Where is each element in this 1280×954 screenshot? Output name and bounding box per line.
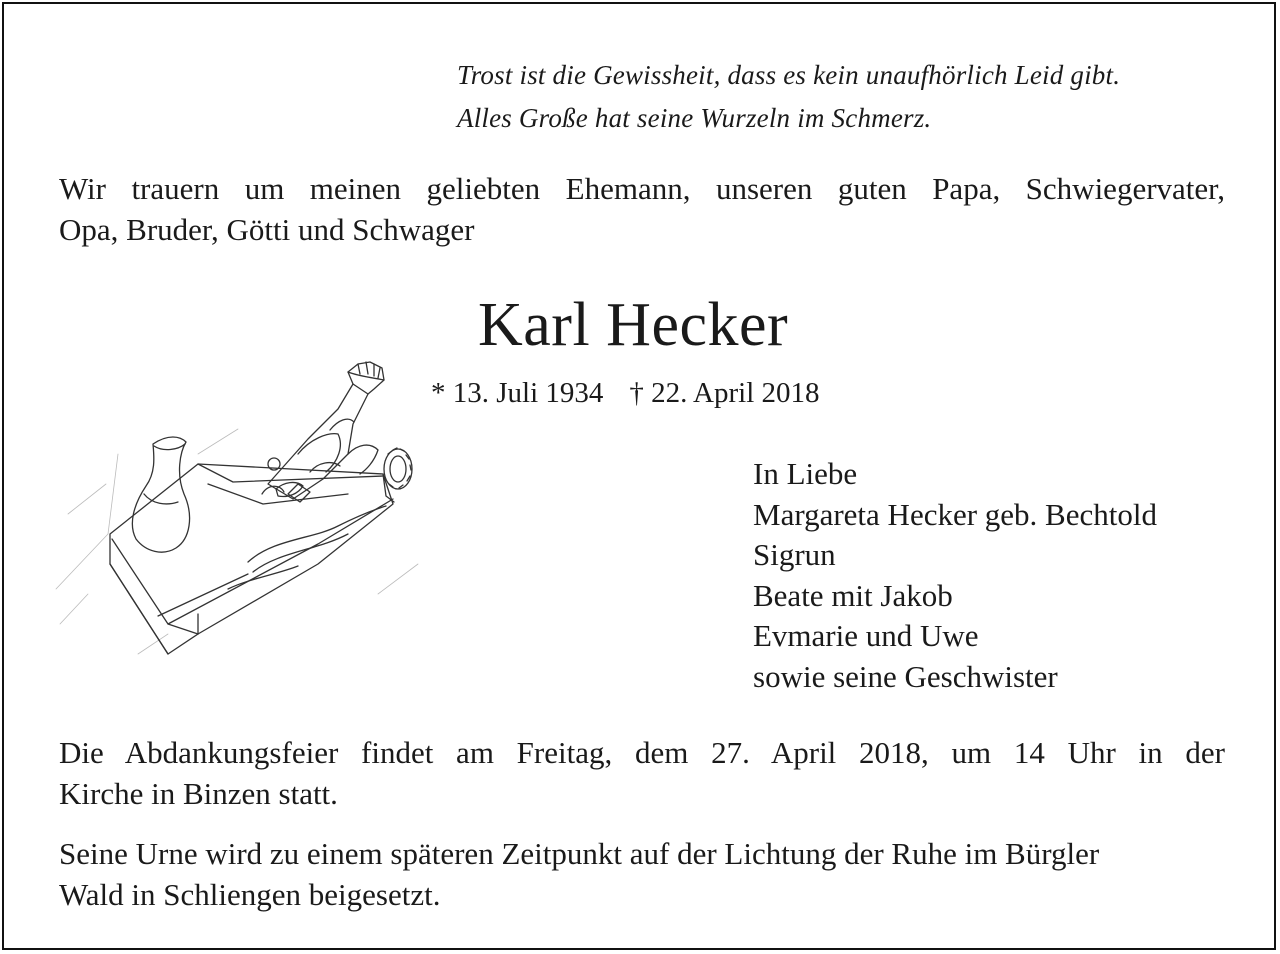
deceased-name: Karl Hecker bbox=[478, 291, 789, 359]
intro-line-2: Opa, Bruder, Götti und Schwager bbox=[59, 212, 475, 247]
funeral-service-info bbox=[59, 732, 1225, 814]
service-line-1: Die Abdankungsfeier findet am Freitag, dem 27. April 2018, um 14 Uhr in der bbox=[59, 735, 1225, 770]
mourner-line: Margareta Hecker geb. Bechtold bbox=[753, 496, 1157, 532]
motto-line-2: Alles Große hat seine Wurzeln im Schmerz. bbox=[457, 103, 932, 133]
burial-info bbox=[59, 833, 1225, 915]
mourner-line: Sigrun bbox=[753, 537, 836, 572]
motto-quote bbox=[457, 54, 1120, 140]
motto-line-1: Trost ist die Gewissheit, dass es kein unaufhörlich Leid gibt. bbox=[457, 60, 1121, 90]
burial-line-1: Seine Urne wird zu einem späteren Zeitpunkt auf der Lichtung der Ruhe im Bürgler bbox=[59, 836, 1100, 871]
mourner-line: In Liebe bbox=[753, 456, 858, 491]
death-date: † 22. April 2018 bbox=[629, 377, 820, 409]
mourners-list bbox=[753, 454, 1157, 697]
mourner-line: Beate mit Jakob bbox=[753, 577, 953, 613]
mourner-line: sowie seine Geschwister bbox=[753, 658, 1058, 694]
intro-line-1: Wir trauern um meinen geliebten Ehemann, unseren guten Papa, Schwiegervater, bbox=[59, 171, 1225, 206]
service-line-2: Kirche in Binzen statt. bbox=[59, 776, 338, 811]
obituary-notice bbox=[2, 2, 1276, 950]
birth-date: * 13. Juli 1934 bbox=[431, 377, 604, 409]
mourner-line: Evmarie und Uwe bbox=[753, 618, 979, 653]
intro-text bbox=[59, 168, 1225, 250]
life-dates bbox=[431, 373, 820, 413]
burial-line-2: Wald in Schliengen beigesetzt. bbox=[59, 877, 441, 912]
hand-plane-sketch-icon bbox=[48, 334, 433, 664]
